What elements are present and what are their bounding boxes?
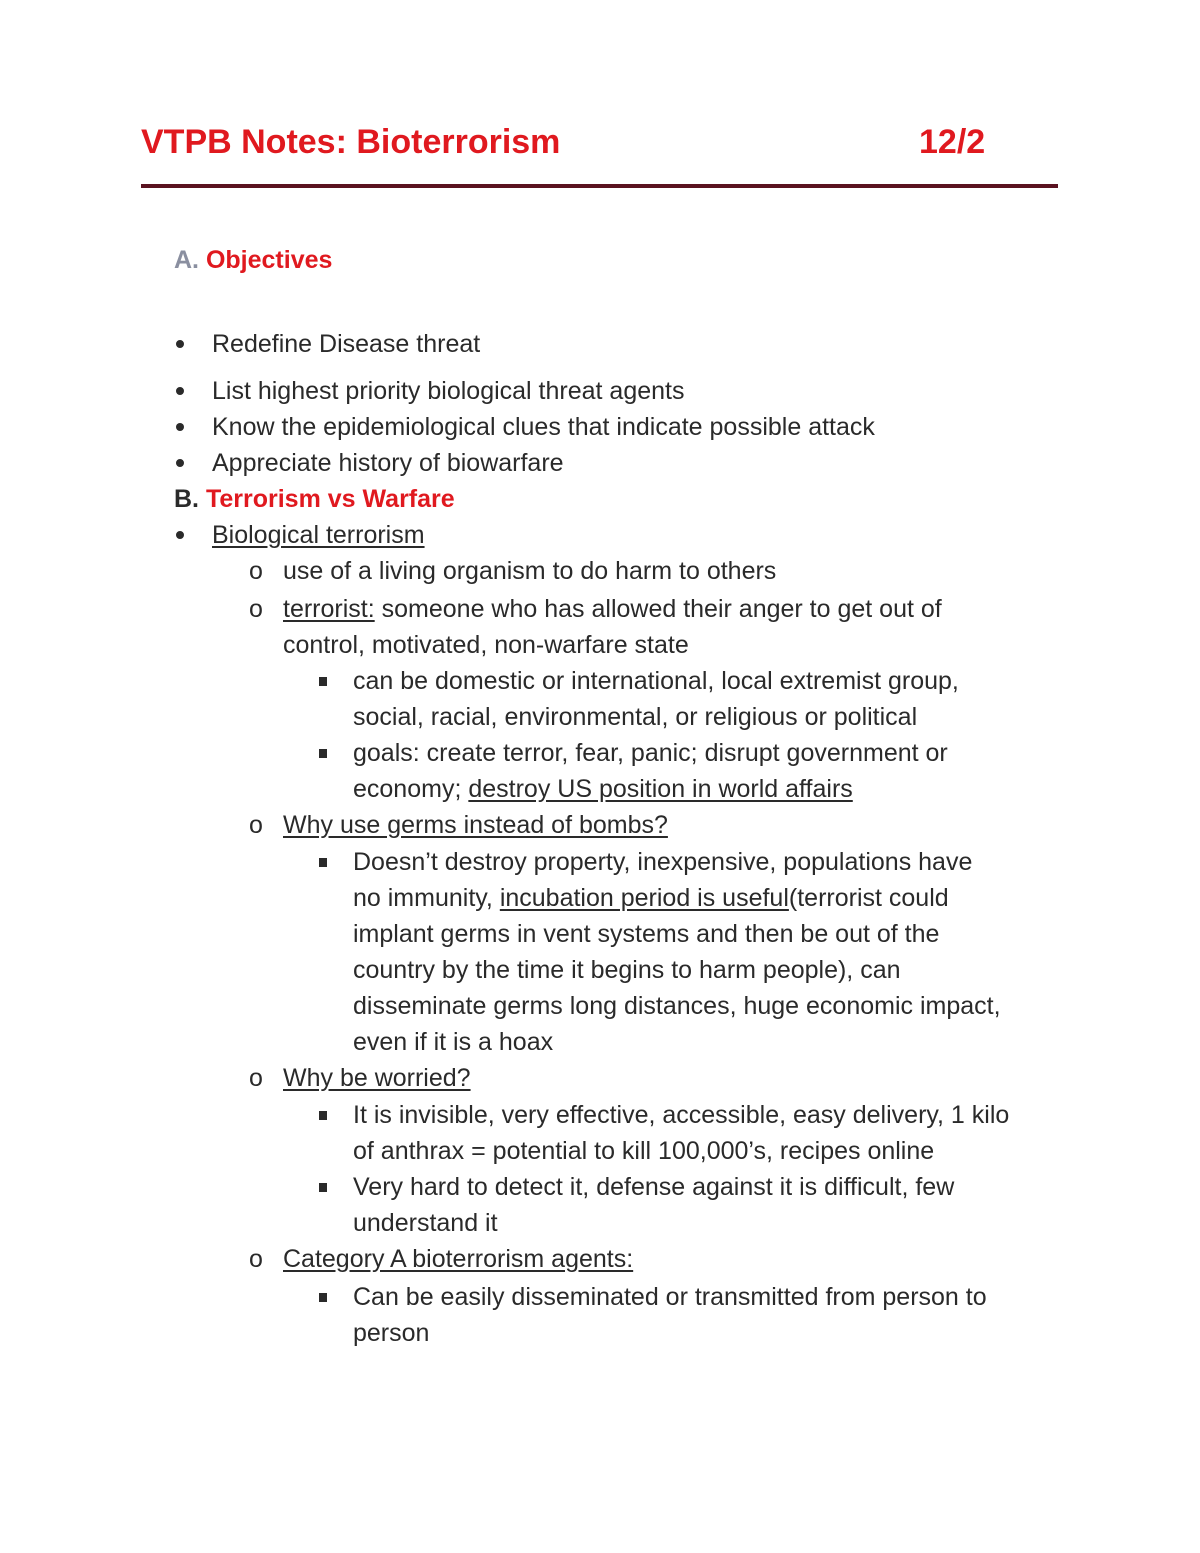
germs-line6: even if it is a hoax	[353, 1028, 554, 1056]
goals-line2-underlined: destroy US position in world affairs	[468, 775, 853, 803]
category-line2: person	[353, 1319, 430, 1347]
sub-bullet-marker: o	[249, 557, 263, 585]
document-title: VTPB Notes: Bioterrorism	[141, 123, 561, 161]
square-bullet-icon	[319, 749, 327, 758]
domestic-line1: can be domestic or international, local extremist group,	[353, 667, 959, 695]
square-bullet-icon	[319, 677, 327, 686]
germs-line2	[353, 882, 949, 914]
section-a-letter: A.	[174, 246, 199, 274]
bullet-icon	[174, 529, 185, 540]
title-divider	[141, 184, 1058, 188]
goals-line2-text: economy;	[353, 775, 469, 803]
category-a-heading: Category A bioterrorism agents:	[283, 1245, 634, 1273]
bullet-icon	[174, 457, 185, 468]
square-bullet-icon	[319, 1111, 327, 1120]
why-worried-heading: Why be worried?	[283, 1064, 471, 1092]
terrorist-definition-line2: control, motivated, non-warfare state	[283, 631, 689, 659]
goals-line1: goals: create terror, fear, panic; disrupt government or	[353, 739, 948, 767]
sub-bullet-marker: o	[249, 1245, 263, 1273]
section-a-heading	[174, 244, 332, 276]
germs-line1: Doesn’t destroy property, inexpensive, populations have	[353, 848, 973, 876]
sub-bullet-marker: o	[249, 595, 263, 623]
worried-line2: of anthrax = potential to kill 100,000’s, recipes online	[353, 1137, 935, 1165]
detect-line2: understand it	[353, 1209, 498, 1237]
bullet-icon	[174, 385, 185, 396]
category-line1: Can be easily disseminated or transmitted from person to	[353, 1283, 987, 1311]
domestic-line2: social, racial, environmental, or religious or political	[353, 703, 918, 731]
square-bullet-icon	[319, 1183, 327, 1192]
germs-line4: country by the time it begins to harm people), can	[353, 956, 901, 984]
why-germs-heading: Why use germs instead of bombs?	[283, 811, 668, 839]
germs-line5: disseminate germs long distances, huge economic impact,	[353, 992, 1001, 1020]
germs-line2-underlined: incubation period is useful	[499, 884, 789, 912]
objective-item: Know the epidemiological clues that indicate possible attack	[212, 413, 875, 441]
germs-line3: implant germs in vent systems and then be out of the	[353, 920, 940, 948]
title-row	[141, 118, 1057, 168]
worried-line1: It is invisible, very effective, accessible, easy delivery, 1 kilo	[353, 1101, 1010, 1129]
section-b-heading	[174, 483, 455, 515]
section-b-title: Terrorism vs Warfare	[205, 485, 455, 513]
detect-line1: Very hard to detect it, defense against it is difficult, few	[353, 1173, 955, 1201]
goals-line2	[353, 773, 853, 805]
sub-bullet-marker: o	[249, 1064, 263, 1092]
terrorist-definition-line1	[283, 593, 942, 625]
objective-item: Appreciate history of biowarfare	[212, 449, 564, 477]
terrorist-text: someone who has allowed their anger to get out of	[374, 595, 942, 623]
germs-line2-rest: (terrorist could	[788, 884, 949, 912]
objective-item: Redefine Disease threat	[212, 330, 481, 358]
bullet-icon	[174, 338, 185, 349]
section-a-title: Objectives	[205, 246, 333, 274]
terrorist-label: terrorist:	[283, 595, 375, 623]
square-bullet-icon	[319, 1293, 327, 1302]
section-b-letter: B.	[174, 485, 199, 513]
sub-bullet-marker: o	[249, 811, 263, 839]
germs-line2-text: no immunity,	[353, 884, 500, 912]
bullet-icon	[174, 421, 185, 432]
definition-item: use of a living organism to do harm to others	[283, 557, 777, 585]
document-date: 12/2	[919, 123, 986, 161]
square-bullet-icon	[319, 858, 327, 867]
biological-terrorism-label: Biological terrorism	[212, 521, 425, 549]
objective-item: List highest priority biological threat agents	[212, 377, 685, 405]
